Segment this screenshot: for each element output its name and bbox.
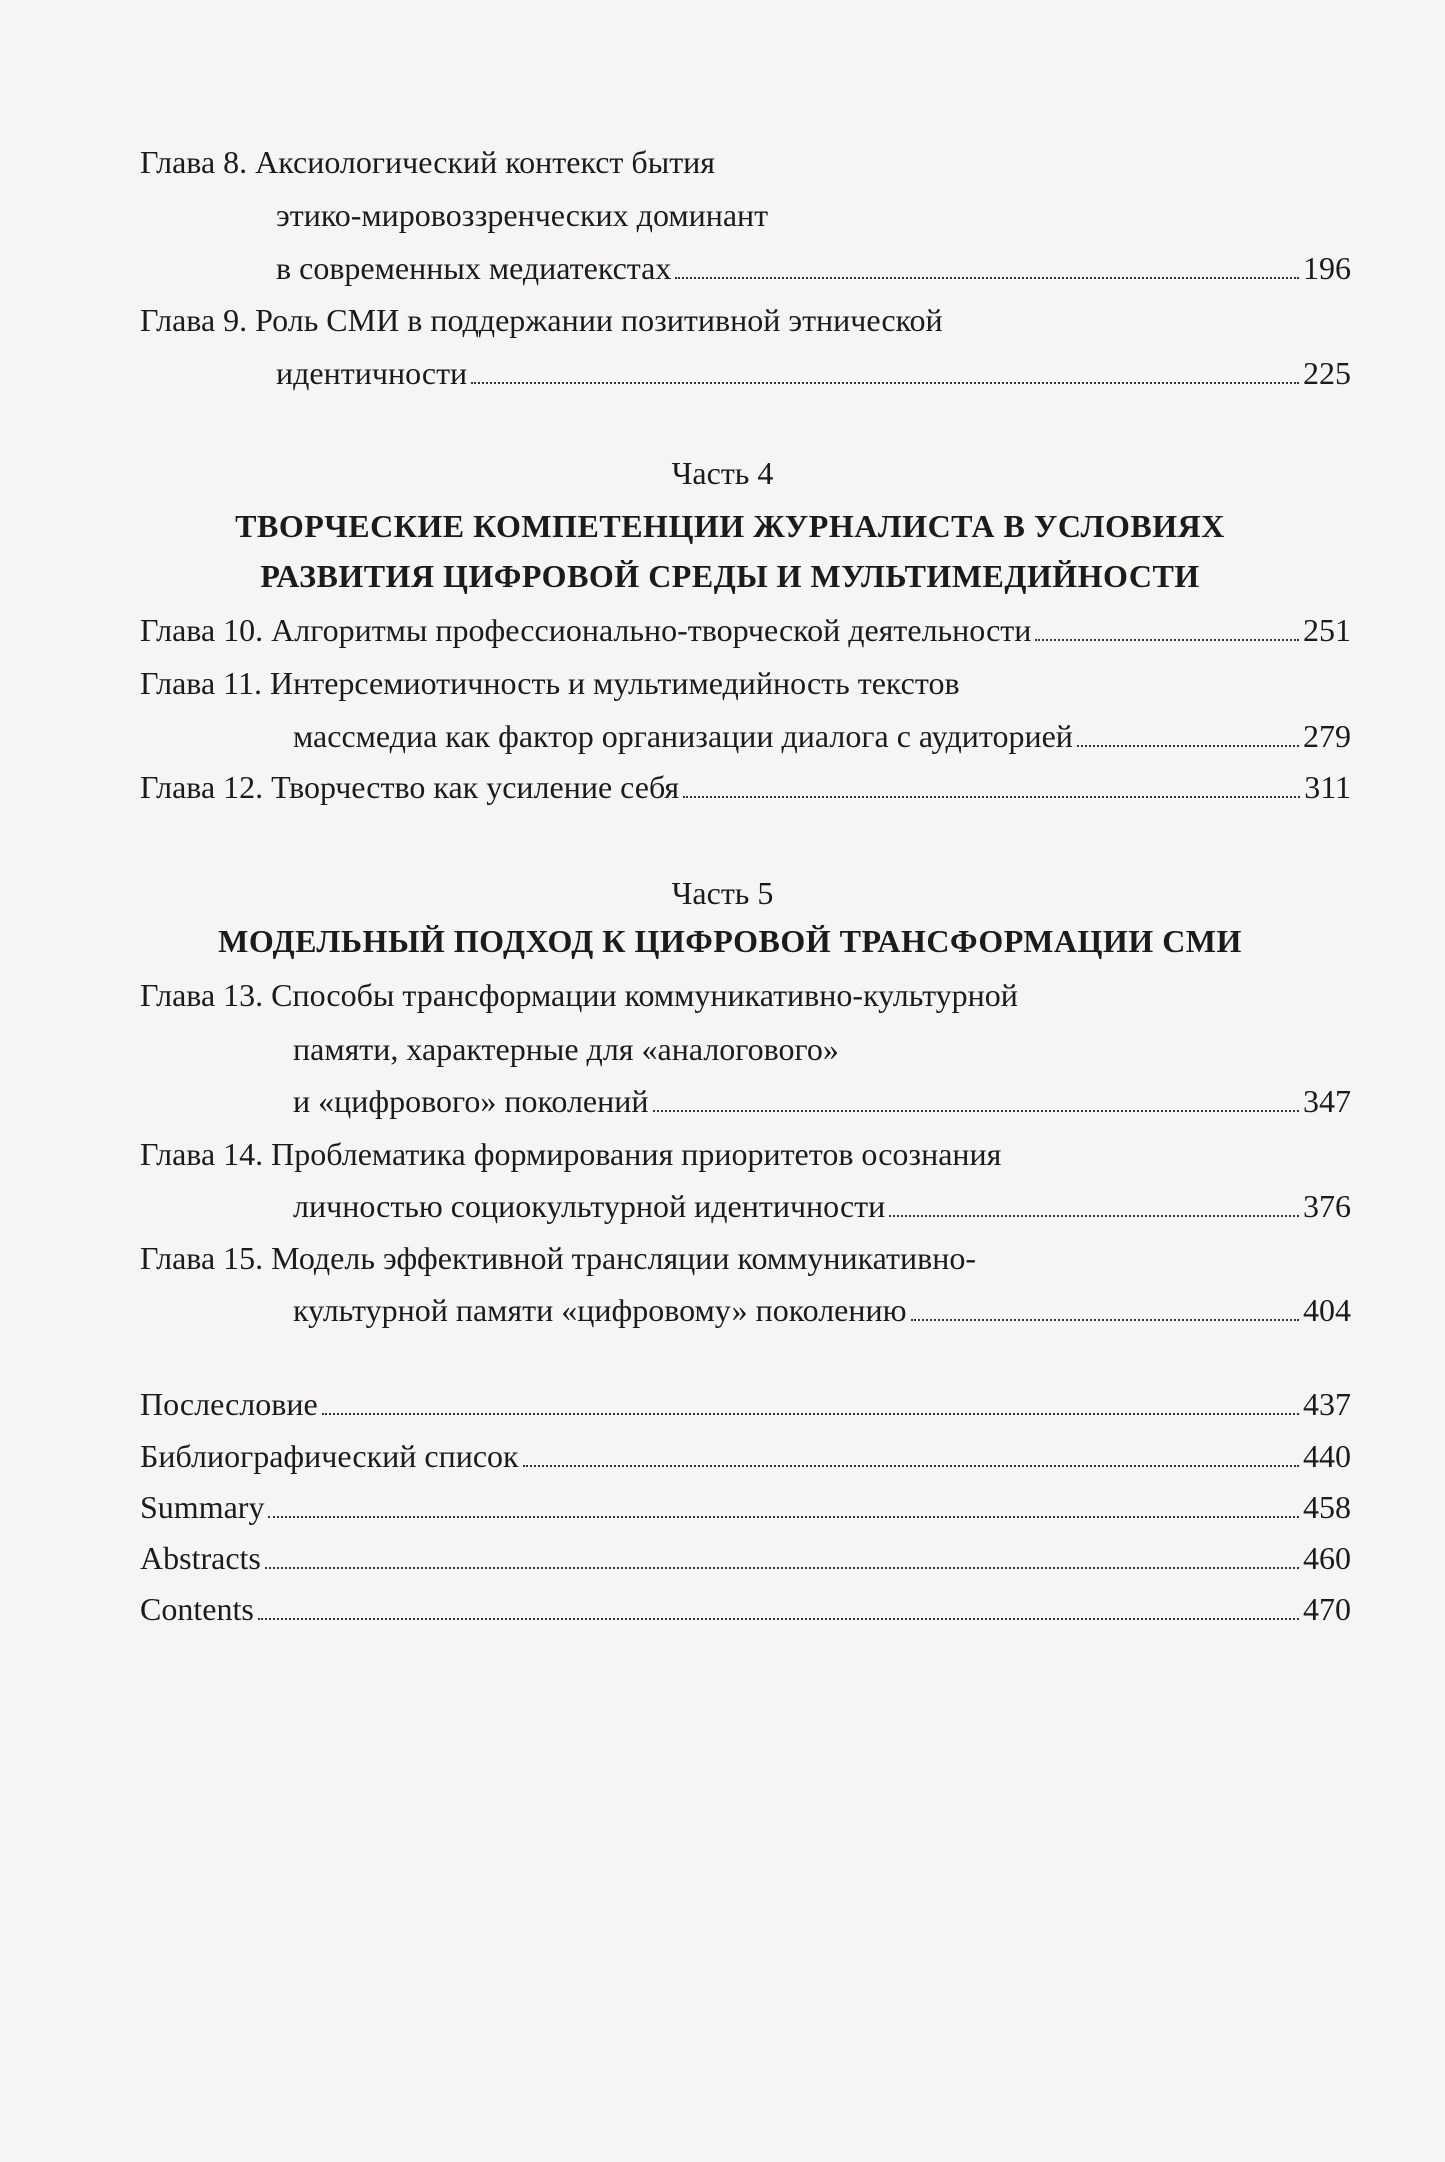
- part-5-title: МОДЕЛЬНЫЙ ПОДХОД К ЦИФРОВОЙ ТРАНСФОРМАЦИИ СМИ: [218, 923, 1242, 959]
- toc-entry-ch9-line2: [276, 353, 1351, 393]
- toc-text: Послесловие: [140, 1386, 318, 1422]
- toc-entry-ch13-line3: [293, 1081, 1351, 1121]
- toc-text: Contents: [140, 1591, 254, 1627]
- toc-entry-ch13-line1: [140, 975, 1018, 1015]
- toc-entry-ch12: [140, 767, 1351, 807]
- page-number: 225: [1303, 355, 1351, 391]
- toc-text: и «цифрового» поколений: [293, 1083, 649, 1119]
- dot-leader: [675, 276, 1299, 279]
- toc-entry-afterword: [140, 1384, 1351, 1424]
- part-4-title-line2: РАЗВИТИЯ ЦИФРОВОЙ СРЕДЫ И МУЛЬТИМЕДИЙНОСТИ: [260, 558, 1200, 594]
- page-number: 458: [1303, 1489, 1351, 1525]
- toc-text: Глава 8. Аксиологический контекст бытия: [140, 144, 716, 180]
- toc-entry-summary: [140, 1487, 1351, 1527]
- toc-text: Глава 10. Алгоритмы профессионально-творческой деятельности: [140, 612, 1032, 648]
- page-number: 470: [1303, 1591, 1351, 1627]
- page-number: 196: [1303, 250, 1351, 286]
- dot-leader: [265, 1566, 1299, 1569]
- dot-leader: [322, 1412, 1299, 1415]
- dot-leader: [258, 1617, 1299, 1620]
- toc-text: памяти, характерные для «аналогового»: [293, 1031, 839, 1067]
- toc-entry-ch14-line1: [140, 1134, 1001, 1174]
- dot-leader: [1077, 744, 1299, 747]
- dot-leader: [1035, 638, 1299, 641]
- toc-text: Глава 12. Творчество как усиление себя: [140, 769, 680, 805]
- toc-text: Библиографический список: [140, 1438, 519, 1474]
- page-number: 279: [1303, 718, 1351, 754]
- dot-leader: [911, 1318, 1299, 1321]
- page-number: 251: [1303, 612, 1351, 648]
- dot-leader: [471, 381, 1299, 384]
- page-number: 404: [1303, 1292, 1351, 1328]
- toc-text: личностью социокультурной идентичности: [293, 1188, 886, 1224]
- toc-text: Abstracts: [140, 1540, 261, 1576]
- toc-entry-ch8-line2: [276, 195, 768, 235]
- dot-leader: [268, 1515, 1299, 1518]
- page-number: 347: [1303, 1083, 1351, 1119]
- page-number: 440: [1303, 1438, 1351, 1474]
- dot-leader: [523, 1464, 1299, 1467]
- page-number: 376: [1303, 1188, 1351, 1224]
- toc-entry-ch10: [140, 610, 1351, 650]
- dot-leader: [889, 1214, 1299, 1217]
- toc-entry-bibliography: [140, 1436, 1351, 1476]
- page-number: 460: [1303, 1540, 1351, 1576]
- page-number: 311: [1304, 769, 1351, 805]
- toc-entry-ch13-line2: [293, 1029, 839, 1069]
- toc-text: культурной памяти «цифровому» поколению: [293, 1292, 907, 1328]
- part-4-label: Часть 4: [671, 455, 774, 491]
- toc-entry-ch14-line2: [293, 1186, 1351, 1226]
- toc-entry-ch15-line2: [293, 1290, 1351, 1330]
- toc-text: Глава 15. Модель эффективной трансляции коммуникативно-: [140, 1240, 977, 1276]
- page-number: 437: [1303, 1386, 1351, 1422]
- toc-text: Глава 11. Интерсемиотичность и мультимедийность текстов: [140, 665, 960, 701]
- toc-entry-ch9-line1: [140, 300, 943, 340]
- toc-entry-ch8-line3: [276, 248, 1351, 288]
- toc-entry-ch11-line2: [293, 716, 1351, 756]
- dot-leader: [683, 795, 1300, 798]
- toc-text: Глава 13. Способы трансформации коммуникативно-культурной: [140, 977, 1018, 1013]
- toc-entry-ch15-line1: [140, 1238, 976, 1278]
- toc-entry-contents: [140, 1589, 1351, 1629]
- toc-text: Глава 14. Проблематика формирования приоритетов осознания: [140, 1136, 1002, 1172]
- dot-leader: [653, 1109, 1300, 1112]
- part-5-label: Часть 5: [671, 875, 774, 911]
- toc-entry-ch8-line1: [140, 142, 715, 182]
- toc-text: Summary: [140, 1489, 265, 1525]
- toc-text: Глава 9. Роль СМИ в поддержании позитивной этнической: [140, 302, 943, 338]
- toc-entry-ch11-line1: [140, 663, 960, 703]
- toc-text: в современных медиатекстах: [276, 250, 672, 286]
- toc-text: этико-мировоззренческих доминант: [276, 197, 769, 233]
- part-4-title-line1: ТВОРЧЕСКИЕ КОМПЕТЕНЦИИ ЖУРНАЛИСТА В УСЛОВИЯХ: [235, 508, 1225, 544]
- toc-text: идентичности: [276, 355, 468, 391]
- toc-text: массмедиа как фактор организации диалога с аудиторией: [293, 718, 1073, 754]
- toc-entry-abstracts: [140, 1538, 1351, 1578]
